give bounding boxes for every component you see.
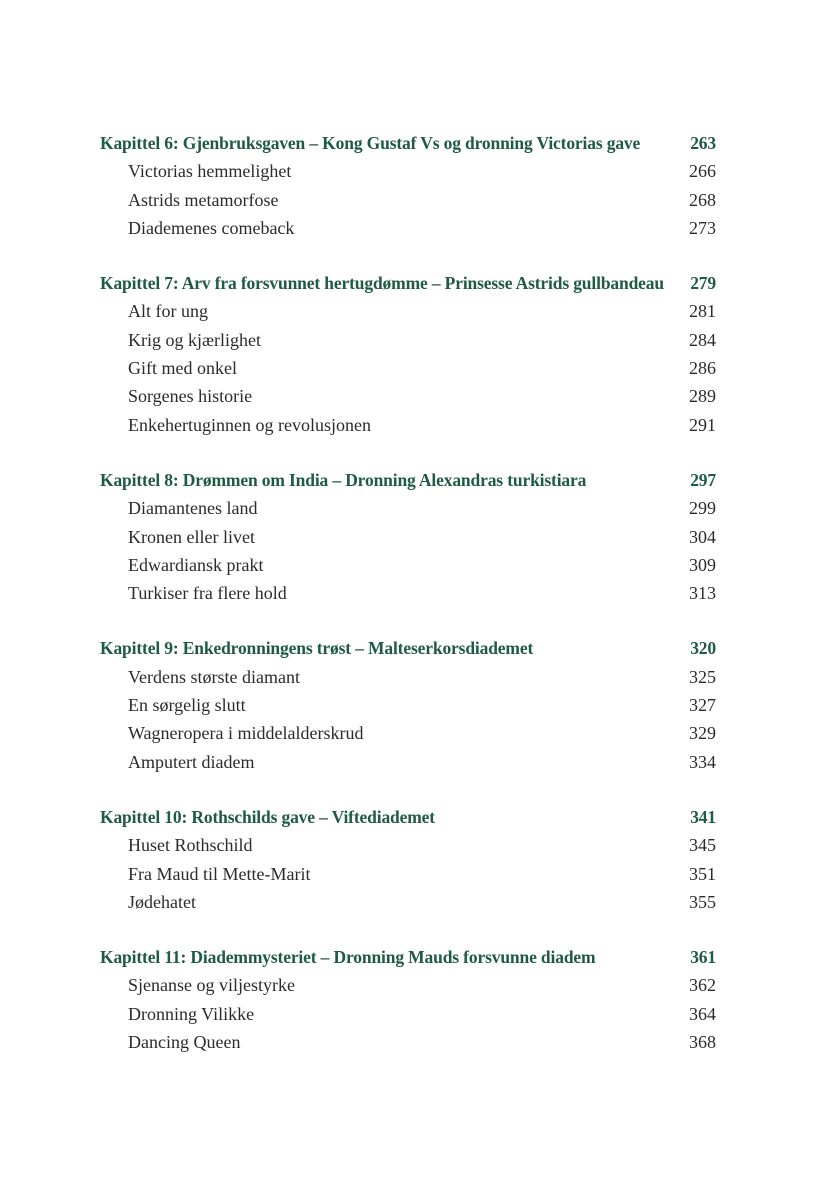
entry-title: Alt for ung	[128, 301, 208, 322]
entry-page-number: 334	[689, 751, 716, 772]
entry-page-number: 291	[689, 414, 716, 435]
chapter-7	[100, 269, 716, 439]
entry-title: Astrids metamorfose	[128, 189, 279, 210]
entry-title: Victorias hemmelighet	[128, 161, 292, 182]
entry-title: Fra Maud til Mette-Marit	[128, 863, 311, 884]
toc-entry[interactable]	[100, 663, 716, 691]
toc-entry[interactable]	[100, 551, 716, 579]
toc-entry[interactable]	[100, 186, 716, 214]
entry-page-number: 299	[689, 498, 716, 519]
entry-title: Dronning Vilikke	[128, 1003, 255, 1024]
entry-page-number: 273	[689, 217, 716, 238]
entry-title: Kronen eller livet	[128, 526, 255, 547]
chapter-title: Kapittel 11: Diademmysteriet – Dronning Mauds forsvunne diadem	[100, 947, 596, 968]
toc-entry[interactable]	[100, 1028, 716, 1056]
toc-entry[interactable]	[100, 971, 716, 999]
toc-entry[interactable]	[100, 297, 716, 325]
chapter-page-number: 341	[690, 806, 716, 827]
entry-page-number: 281	[689, 301, 716, 322]
toc-entry[interactable]	[100, 1000, 716, 1028]
entry-page-number: 304	[689, 526, 716, 547]
entry-title: Sjenanse og viljestyrke	[128, 975, 295, 996]
entry-title: Gift med onkel	[128, 358, 237, 379]
chapter-heading[interactable]	[100, 466, 716, 494]
toc-entry[interactable]	[100, 411, 716, 439]
toc-entry[interactable]	[100, 157, 716, 185]
entry-title: Edwardiansk prakt	[128, 554, 264, 575]
toc-entry[interactable]	[100, 579, 716, 607]
entry-title: Krig og kjærlighet	[128, 329, 261, 350]
entry-title: Amputert diadem	[128, 751, 255, 772]
entry-page-number: 345	[689, 835, 716, 856]
entry-page-number: 313	[689, 583, 716, 604]
chapter-8	[100, 466, 716, 607]
entry-page-number: 289	[689, 386, 716, 407]
chapter-page-number: 279	[690, 273, 716, 294]
entry-title: Wagneropera i middelalderskrud	[128, 723, 364, 744]
entry-page-number: 325	[689, 666, 716, 687]
chapter-heading[interactable]	[100, 269, 716, 297]
entry-title: Jødehatet	[128, 891, 196, 912]
entry-page-number: 268	[689, 189, 716, 210]
entry-title: Dancing Queen	[128, 1032, 241, 1053]
entry-page-number: 266	[689, 161, 716, 182]
entry-page-number: 286	[689, 358, 716, 379]
toc-entry[interactable]	[100, 326, 716, 354]
chapter-page-number: 297	[690, 469, 716, 490]
entry-page-number: 364	[689, 1003, 716, 1024]
entry-page-number: 309	[689, 554, 716, 575]
toc-entry[interactable]	[100, 691, 716, 719]
toc-entry[interactable]	[100, 888, 716, 916]
chapter-title: Kapittel 8: Drømmen om India – Dronning Alexandras turkistiara	[100, 469, 587, 490]
entry-page-number: 355	[689, 891, 716, 912]
entry-title: Diamantenes land	[128, 498, 258, 519]
chapter-heading[interactable]	[100, 803, 716, 831]
chapter-10	[100, 803, 716, 916]
entry-page-number: 284	[689, 329, 716, 350]
chapter-title: Kapittel 10: Rothschilds gave – Viftediademet	[100, 806, 435, 827]
chapter-title: Kapittel 6: Gjenbruksgaven – Kong Gustaf Vs og dronning Victorias gave	[100, 133, 641, 153]
toc-entry[interactable]	[100, 860, 716, 888]
table-of-contents	[100, 129, 716, 1083]
chapter-page-number: 320	[690, 638, 716, 659]
toc-entry[interactable]	[100, 523, 716, 551]
chapter-9	[100, 634, 716, 775]
chapter-heading[interactable]	[100, 129, 716, 157]
toc-entry[interactable]	[100, 831, 716, 859]
entry-title: En sørgelig slutt	[128, 695, 246, 716]
chapter-6	[100, 129, 716, 242]
toc-entry[interactable]	[100, 719, 716, 747]
entry-page-number: 362	[689, 975, 716, 996]
chapter-page-number: 263	[690, 133, 716, 153]
chapter-heading[interactable]	[100, 634, 716, 662]
toc-entry[interactable]	[100, 214, 716, 242]
toc-entry[interactable]	[100, 382, 716, 410]
entry-title: Enkehertuginnen og revolusjonen	[128, 414, 371, 435]
toc-entry[interactable]	[100, 354, 716, 382]
entry-page-number: 351	[689, 863, 716, 884]
entry-title: Huset Rothschild	[128, 835, 253, 856]
chapter-title: Kapittel 9: Enkedronningens trøst – Malteserkorsdiademet	[100, 638, 534, 659]
entry-page-number: 327	[689, 695, 716, 716]
chapter-page-number: 361	[690, 947, 716, 968]
toc-entry[interactable]	[100, 748, 716, 776]
entry-title: Turkiser fra flere hold	[128, 583, 287, 604]
chapter-heading[interactable]	[100, 943, 716, 971]
entry-title: Sorgenes historie	[128, 386, 253, 407]
entry-page-number: 368	[689, 1032, 716, 1053]
entry-title: Diademenes comeback	[128, 217, 295, 238]
entry-title: Verdens største diamant	[128, 666, 300, 687]
chapter-11	[100, 943, 716, 1056]
chapter-title: Kapittel 7: Arv fra forsvunnet hertugdømme – Prinsesse Astrids gullbandeau	[100, 273, 664, 294]
entry-page-number: 329	[689, 723, 716, 744]
toc-entry[interactable]	[100, 494, 716, 522]
